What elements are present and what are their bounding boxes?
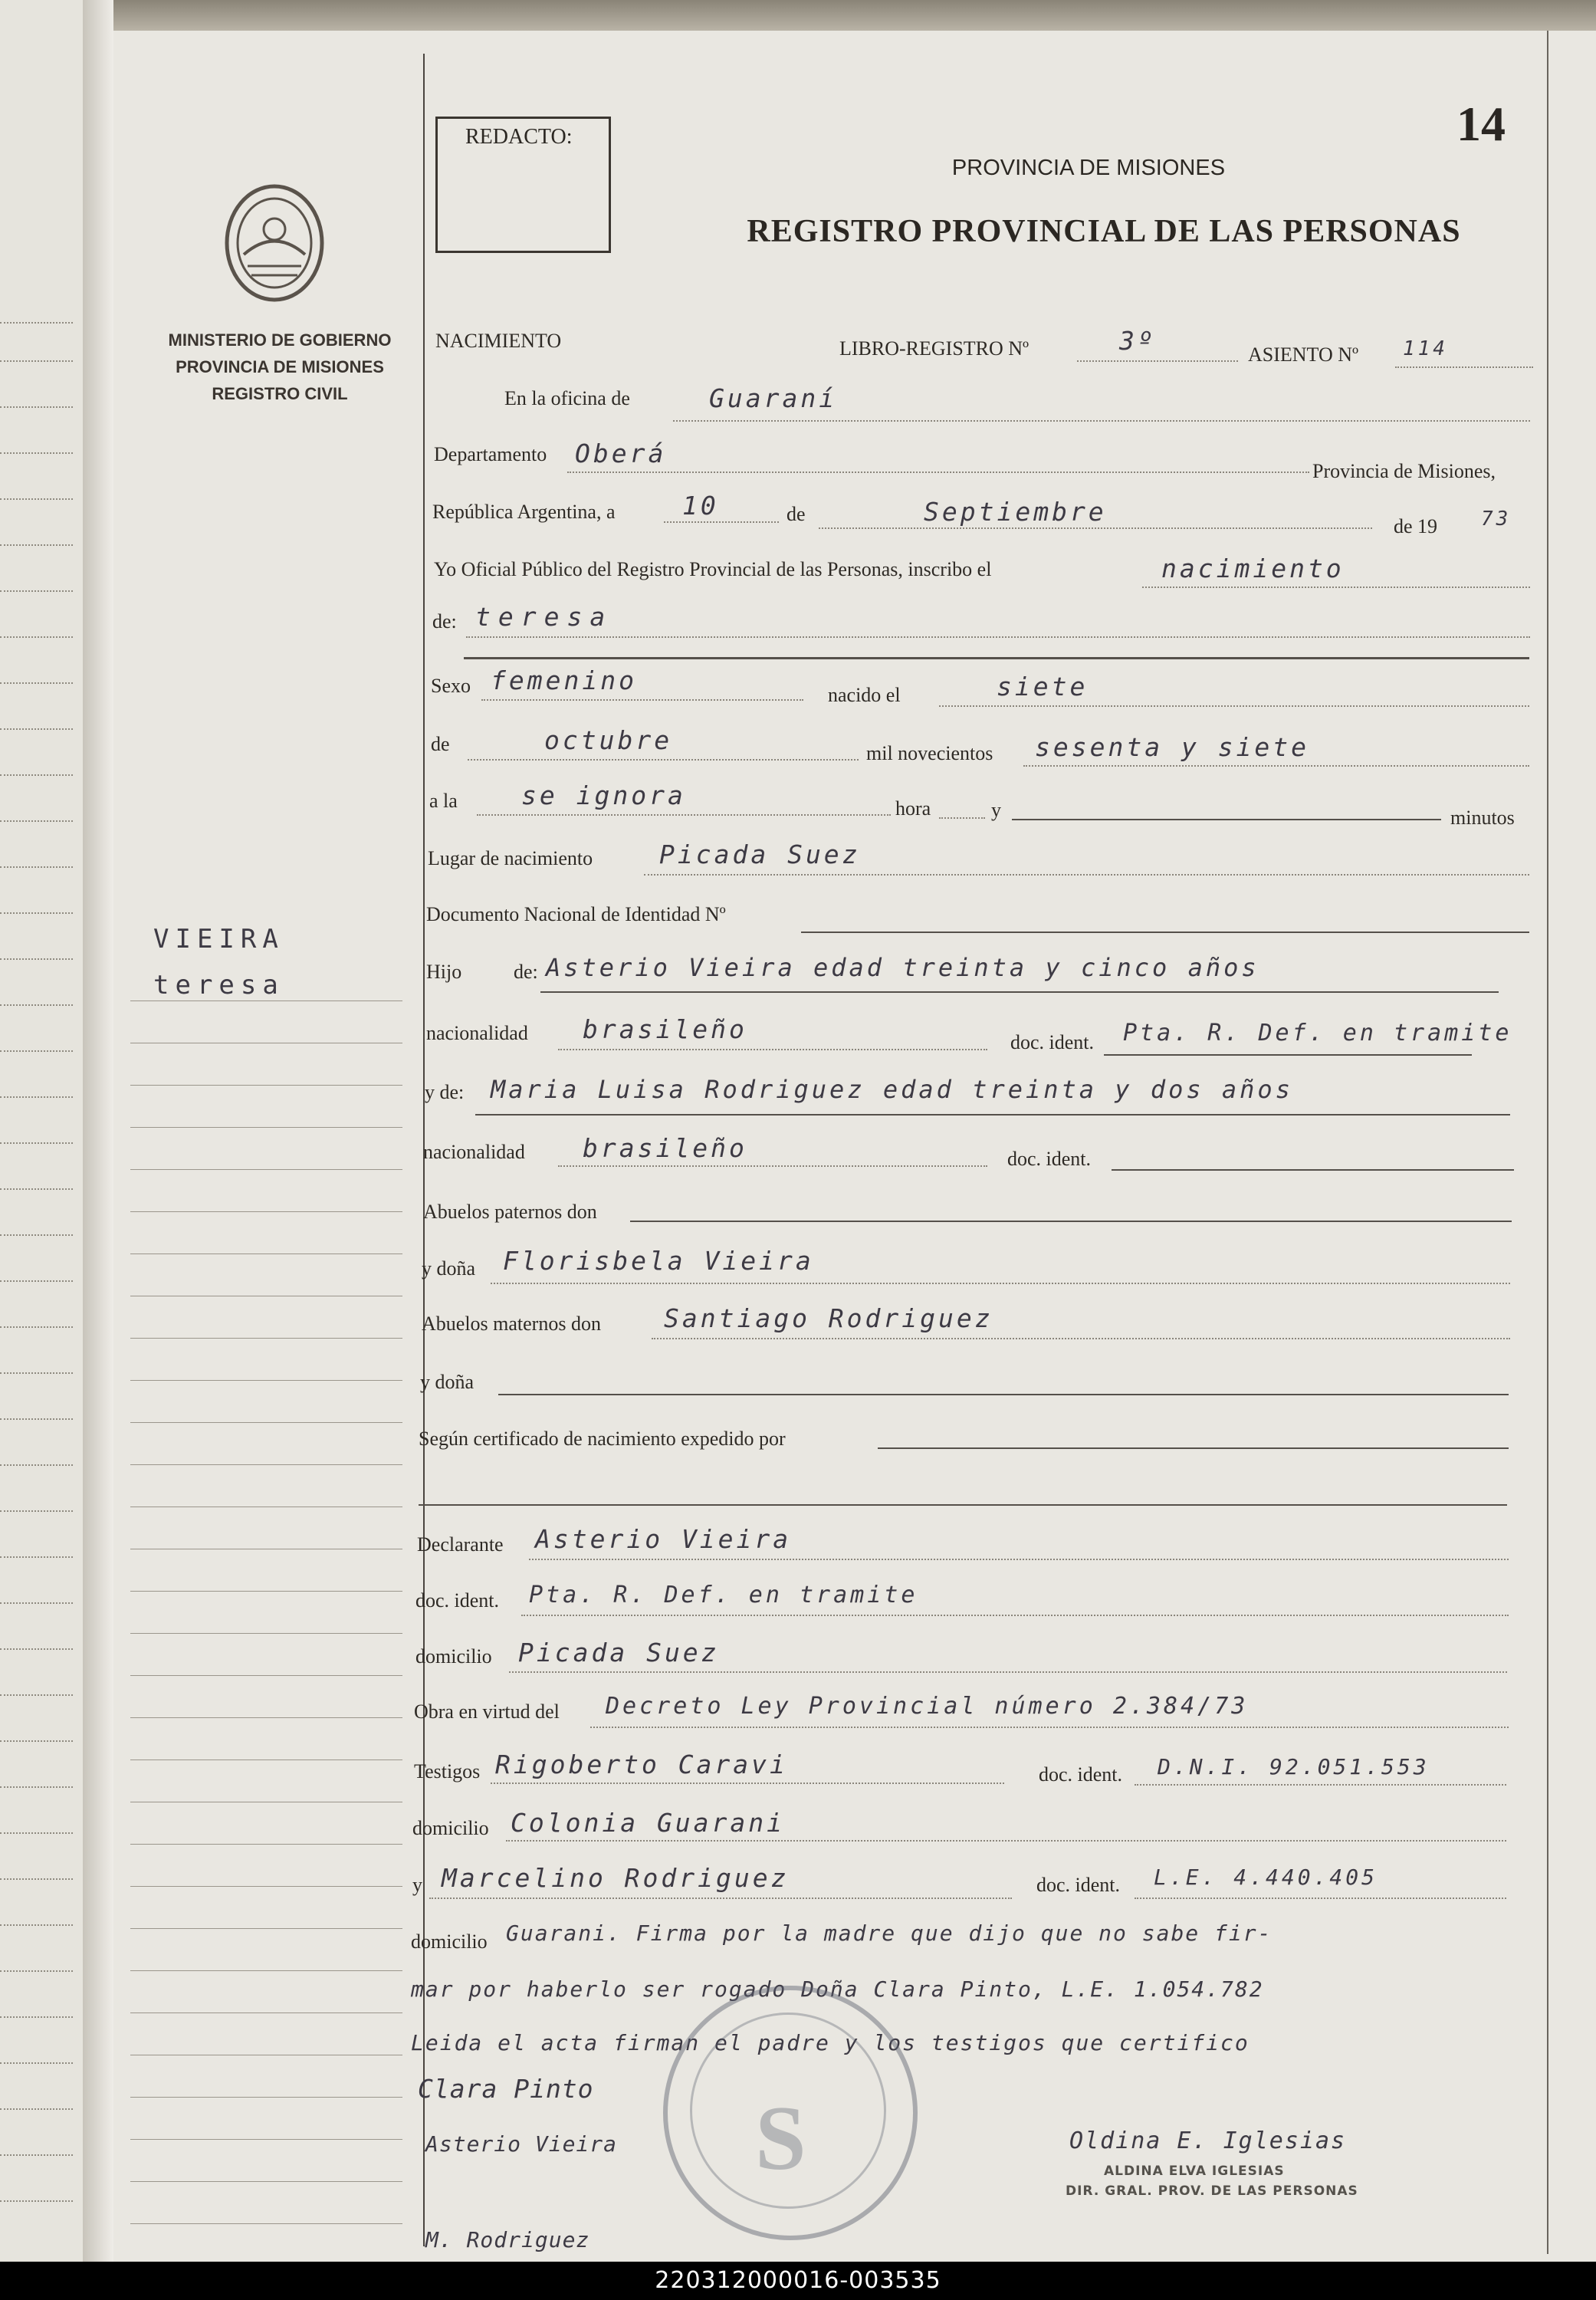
ministry-line-1: MINISTERIO DE GOBIERNO xyxy=(168,330,392,350)
declarante-doc: Pta. R. Def. en tramite xyxy=(529,1582,918,1608)
day-value: 10 xyxy=(682,491,719,521)
y-de-label: y de: xyxy=(425,1081,465,1103)
nacionalidad-label-1: nacionalidad xyxy=(426,1022,528,1044)
hijo-label: Hijo xyxy=(426,961,462,983)
year-value: 73 xyxy=(1481,508,1512,531)
nacido-value: siete xyxy=(997,672,1089,702)
y-label-2: y xyxy=(412,1874,422,1896)
ministry-line-2: PROVINCIA DE MISIONES xyxy=(176,357,384,376)
facing-page-strip xyxy=(0,0,84,2262)
y-dona-label-1: y doña xyxy=(422,1257,476,1280)
testigo-1-doc: D.N.I. 92.051.553 xyxy=(1158,1754,1430,1779)
hijo-de-label: de: xyxy=(514,961,538,983)
departamento-value: Oberá xyxy=(575,439,667,468)
nacionalidad-label-2: nacionalidad xyxy=(423,1141,525,1163)
inscribo-value: nacimiento xyxy=(1161,554,1345,583)
republica-label: República Argentina, a xyxy=(432,501,616,523)
provincia-suffix: Provincia de Misiones, xyxy=(1312,460,1496,482)
testigo-2-doc: L.E. 4.440.405 xyxy=(1154,1865,1378,1890)
continuation-line-2: Leida el acta firman el padre y los testigos que certifico xyxy=(411,2030,1250,2055)
mother-nationality: brasileño xyxy=(583,1133,747,1163)
birth-year-value: sesenta y siete xyxy=(1035,732,1310,762)
image-id: 220312000016-003535 xyxy=(655,2267,941,2294)
stamp-center-mark: S xyxy=(755,2087,806,2189)
book-gutter xyxy=(83,0,113,2262)
birth-month-value: octubre xyxy=(544,725,673,755)
page-number: 14 xyxy=(1456,97,1506,151)
sexo-label: Sexo xyxy=(431,675,471,697)
minutos-label: minutos xyxy=(1450,807,1515,829)
ministry-block xyxy=(138,327,422,407)
libro-value: 3º xyxy=(1119,326,1156,356)
asiento-label: ASIENTO Nº xyxy=(1248,343,1359,366)
oficina-value: Guaraní xyxy=(709,383,838,413)
margin-given-name: teresa xyxy=(153,970,284,1001)
segun-label: Según certificado de nacimiento expedido por xyxy=(419,1428,786,1450)
father-value: Asterio Vieira edad treinta y cinco años xyxy=(546,953,1259,982)
province-seal-icon xyxy=(221,182,328,304)
signature-asterio: Asterio Vieira xyxy=(425,2131,618,2157)
libro-label: LIBRO-REGISTRO Nº xyxy=(839,337,1030,360)
testigo-1-name: Rigoberto Caravi xyxy=(495,1750,788,1779)
father-nationality: brasileño xyxy=(583,1014,747,1044)
obra-value: Decreto Ley Provincial número 2.384/73 xyxy=(606,1693,1249,1720)
domicilio-label-1: domicilio xyxy=(415,1645,492,1668)
sexo-value: femenino xyxy=(491,665,637,695)
signature-rodriguez: M. Rodriguez xyxy=(425,2227,590,2252)
abuelos-paternos-label: Abuelos paternos don xyxy=(423,1201,597,1223)
ministry-line-3: REGISTRO CIVIL xyxy=(212,384,348,403)
month-value: Septiembre xyxy=(924,497,1107,527)
declarante-domicilio: Picada Suez xyxy=(518,1638,720,1668)
redacto-label: REDACTO: xyxy=(465,125,573,149)
mother-value: Maria Luisa Rodriguez edad treinta y dos años xyxy=(491,1075,1293,1104)
domicilio-label-3: domicilio xyxy=(411,1930,488,1953)
domicilio-label-2: domicilio xyxy=(412,1817,489,1839)
obra-label: Obra en virtud del xyxy=(414,1700,560,1723)
lugar-label: Lugar de nacimiento xyxy=(428,847,593,869)
paternal-grandmother: Florisbela Vieira xyxy=(503,1246,814,1276)
header-registry: REGISTRO PROVINCIAL DE LAS PERSONAS xyxy=(747,214,1461,249)
nacido-label: nacido el xyxy=(828,684,901,706)
book-spine-edge xyxy=(77,0,1596,31)
maternal-grandfather: Santiago Rodriguez xyxy=(664,1303,993,1333)
father-doc: Pta. R. Def. en tramite xyxy=(1123,1020,1512,1046)
nacimiento-label: NACIMIENTO xyxy=(435,330,562,352)
header-province: PROVINCIA DE MISIONES xyxy=(951,156,1226,180)
name-value: teresa xyxy=(475,602,613,632)
official-stamp-name: ALDINA ELVA IGLESIAS xyxy=(1104,2164,1285,2179)
de-label-1: de xyxy=(787,503,806,525)
testigos-label: Testigos xyxy=(414,1760,481,1783)
signature-clara: Clara Pinto xyxy=(418,2074,594,2104)
official-stamp-title: DIR. GRAL. PROV. DE LAS PERSONAS xyxy=(1066,2183,1358,2199)
declarante-doc-label: doc. ident. xyxy=(415,1589,500,1612)
abuelos-maternos-label: Abuelos maternos don xyxy=(422,1313,601,1335)
declarante-label: Declarante xyxy=(417,1533,504,1556)
testigo-2-name: Marcelino Rodriguez xyxy=(442,1863,790,1893)
year-prefix: de 19 xyxy=(1394,515,1438,537)
asiento-value: 114 xyxy=(1403,337,1448,360)
name-de-label: de: xyxy=(432,610,457,632)
testigo-1-domicilio: Colonia Guarani xyxy=(511,1808,786,1838)
doc-ident-label-4: doc. ident. xyxy=(1036,1874,1121,1896)
departamento-label: Departamento xyxy=(434,443,547,465)
y-dona-label-2: y doña xyxy=(420,1371,475,1393)
lugar-value: Picada Suez xyxy=(659,840,861,869)
oficina-label: En la oficina de xyxy=(504,387,630,409)
testigo-2-domicilio: Guarani. Firma por la madre que dijo que no sabe fir- xyxy=(506,1921,1273,1946)
right-rule xyxy=(1547,31,1548,2254)
hora-label: hora xyxy=(895,797,931,820)
doc-ident-label-1: doc. ident. xyxy=(1010,1031,1095,1053)
signature-official: Oldina E. Iglesias xyxy=(1069,2128,1347,2154)
redacto-box xyxy=(435,117,611,253)
y-label: y xyxy=(991,799,1001,821)
yo-oficial-text: Yo Oficial Público del Registro Provincial de las Personas, inscribo el xyxy=(434,558,992,580)
declarante-value: Asterio Vieira xyxy=(535,1524,792,1554)
margin-surname: VIEIRA xyxy=(153,924,284,955)
de-label-2: de xyxy=(431,733,450,755)
doc-ident-label-3: doc. ident. xyxy=(1039,1763,1123,1786)
a-la-label: a la xyxy=(429,790,458,812)
doc-ident-label-2: doc. ident. xyxy=(1007,1148,1092,1170)
dni-label: Documento Nacional de Identidad Nº xyxy=(426,903,726,925)
continuation-line-1: mar por haberlo ser rogado Doña Clara Pinto, L.E. 1.054.782 xyxy=(411,1976,1264,2002)
mil-novecientos-label: mil novecientos xyxy=(866,742,993,764)
a-la-value: se ignora xyxy=(521,780,686,810)
